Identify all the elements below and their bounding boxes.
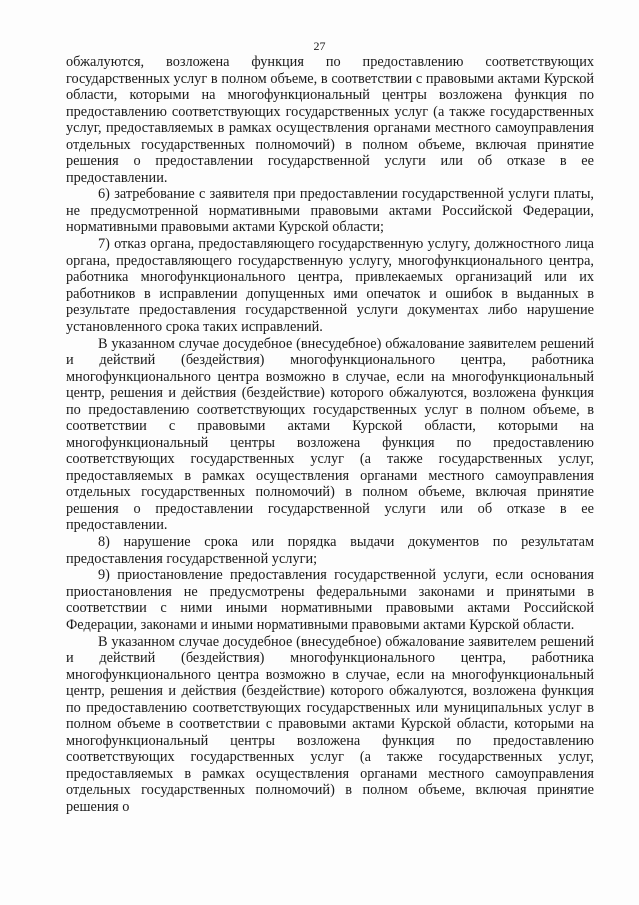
paragraph-item-7: 7) отказ органа, предоставляющего государственную услугу, должностного лица органа, предоставляющего государственную услугу, многофункционального центра, работника многофункционального центра, привлекаемых организаций или их работников в исправлении допущенных ими опечаток и ошибок в выданных в результате предоставления государственной услуги документах либо нарушение установленного срока таких исправлений. (66, 236, 594, 335)
paragraph-mfc-appeal-2: В указанном случае досудебное (внесудебное) обжалование заявителем решений и действий (бездействия) многофункционального центра, работника многофункционального центра возможно в случае, если на многофункциональный центр, решения и действия (бездействие) которого обжалуются, возложена функция по предоставлению соответствующих государственных или муниципальных услуг в полном объеме в соответствии с правовыми актами Курской области, которыми на многофункциональный центры возложена функция по предоставлению соответствующих государственных услуг (а также государственных услуг, предоставляемых в рамках осуществления органами местного самоуправления отдельных государственных полномочий) в полном объеме, включая принятие решения о (66, 633, 594, 815)
paragraph-mfc-appeal-1: В указанном случае досудебное (внесудебное) обжалование заявителем решений и действий (бездействия) многофункционального центра, работника многофункционального центра возможно в случае, если на многофункциональный центр, решения и действия (бездействие) которого обжалуются, возложена функция по предоставлению соответствующих государственных услуг в полном объеме, в соответствии с правовыми актами Курской области, которыми на многофункциональный центры возложена функция по предоставлению соответствующих государственных услуг (а также государственных услуг, предоставляемых в рамках осуществления органами местного самоуправления отдельных государственных полномочий) в полном объеме, включая принятие решения о предоставлении государственной услуги или об отказе в ее предоставлении. (66, 335, 594, 534)
document-body (66, 54, 594, 816)
paragraph-item-9: 9) приостановление предоставления государственной услуги, если основания приостановления не предусмотрены федеральными законами и принятыми в соответствии с ними иными нормативными правовыми актами Российской Федерации, законами и иными нормативными правовыми актами Курской области. (66, 567, 594, 633)
page-number: 27 (313, 39, 326, 53)
paragraph-item-6: 6) затребование с заявителя при предоставлении государственной услуги платы, не предусмотренной нормативными правовыми актами Российской Федерации, нормативными правовыми актами Курской области; (66, 186, 594, 236)
paragraph-continuation: обжалуются, возложена функция по предоставлению соответствующих государственных услуг в полном объеме, в соответствии с правовыми актами Курской области, которыми на многофункциональный центры возложена функция по предоставлению соответствующих государственных услуг (а также государственных услуг, предоставляемых в рамках осуществления органами местного самоуправления отдельных государственных полномочий) в полном объеме, включая принятие решения о предоставлении государственной услуги или об отказе в ее предоставлении. (66, 54, 594, 186)
paragraph-item-8: 8) нарушение срока или порядка выдачи документов по результатам предоставления государственной услуги; (66, 534, 594, 567)
